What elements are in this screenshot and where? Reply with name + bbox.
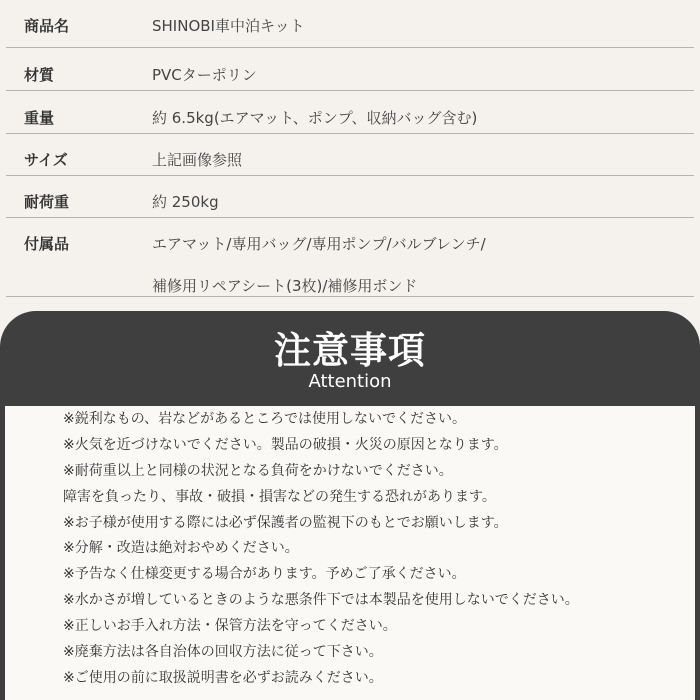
spec-label: 耐荷重: [24, 193, 70, 211]
note-item: ※火気を近づけないでください。製品の破損・火災の原因となります。: [63, 436, 508, 453]
note-item: 障害を負ったり、事故・破損・損害などの発生する恐れがあります。: [63, 488, 496, 505]
spec-table: [6, 0, 694, 297]
spec-value-line2: 補修用リペアシート(3枚)/補修用ボンド: [152, 277, 418, 295]
spec-row-material: [6, 48, 694, 91]
spec-label: 付属品: [24, 235, 70, 253]
spec-row-product-name: [6, 0, 694, 48]
attention-title: 注意事項: [274, 329, 426, 372]
spec-value: [152, 218, 694, 296]
spec-value: SHINOBI車中泊キット: [152, 17, 305, 35]
spec-label: 商品名: [24, 17, 70, 35]
note-item: ※鋭利なもの、岩などがあるところでは使用しないでください。: [63, 411, 467, 427]
spec-value: 約 250kg: [152, 193, 219, 211]
notes-box: [5, 406, 695, 700]
spec-label: 材質: [24, 66, 55, 84]
spec-value: 約 6.5kg(エアマット、ポンプ、収納バッグ含む): [152, 109, 478, 127]
note-item: ※耐荷重以上と同様の状況となる負荷をかけないでください。: [63, 462, 453, 479]
attention-panel: [0, 311, 700, 700]
note-item: ※分解・改造は絶対おやめください。: [63, 540, 299, 557]
spec-label: 重量: [24, 109, 55, 127]
spec-value: PVCターポリン: [152, 66, 257, 84]
attention-subtitle: Attention: [308, 371, 392, 392]
spec-row-weight: [6, 91, 694, 134]
spec-label: サイズ: [24, 151, 68, 169]
spec-value: 上記画像参照: [152, 151, 243, 169]
note-item: ※水かさが増しているときのような悪条件下では本製品を使用しないでください。: [63, 592, 579, 609]
note-item: ※正しいお手入れ方法・保管方法を守ってください。: [63, 618, 397, 635]
spec-value-line1: エアマット/専用バッグ/専用ポンプ/バルブレンチ/: [152, 235, 486, 253]
spec-row-size: [6, 134, 694, 176]
note-item: ※ご使用の前に取扱説明書を必ずお読みください。: [63, 669, 383, 686]
spec-row-accessories: [6, 218, 694, 297]
note-item: ※廃棄方法は各自治体の回収方法に従って下さい。: [63, 644, 383, 661]
note-item: ※お子様が使用する際には必ず保護者の監視下のもとでお願いします。: [63, 514, 508, 531]
spec-row-load-capacity: [6, 176, 694, 218]
note-item: ※予告なく仕様変更する場合があります。予めご了承ください。: [63, 566, 466, 583]
